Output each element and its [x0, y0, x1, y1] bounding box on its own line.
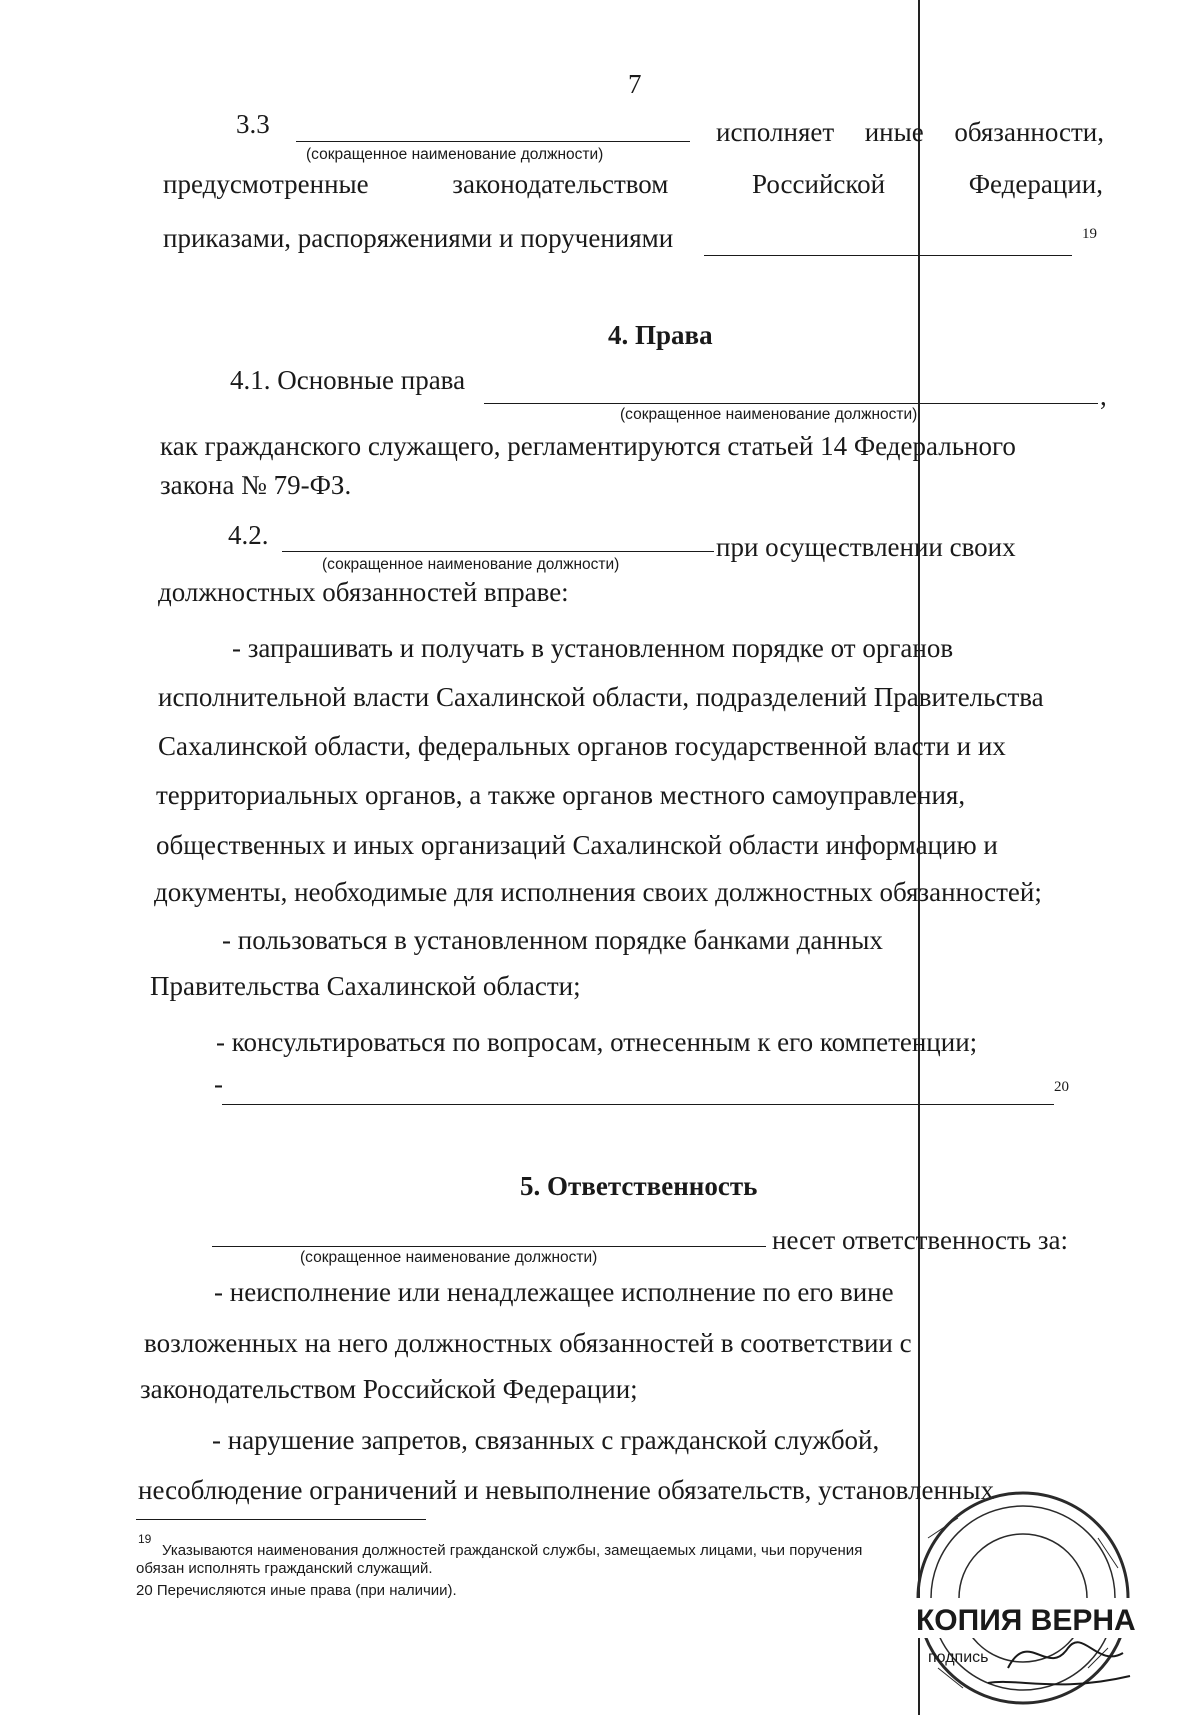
footnote-separator [136, 1519, 426, 1520]
stamp-sub-text: подпись [928, 1649, 989, 1666]
right-databank-line1: - пользоваться в установленном порядке банками данных [222, 925, 883, 955]
position-blank-line [282, 551, 714, 552]
responsibility-b2-line1: - нарушение запретов, связанных с гражданской службой, [212, 1425, 880, 1455]
item-4-2-text: при осуществлении своих [716, 532, 1016, 562]
responsibility-intro: несет ответственность за: [772, 1225, 1069, 1255]
position-caption: (сокращенное наименование должности) [322, 556, 620, 573]
footnote-19-line2: обязан исполнять гражданский служащий. [136, 1560, 433, 1577]
right-request-line4: территориальных органов, а также органов местного самоуправления, [156, 780, 966, 810]
section-5-heading: 5. Ответственность [520, 1171, 758, 1201]
item-4-2-number: 4.2. [228, 520, 269, 550]
item-3-3-number: 3.3 [236, 109, 270, 139]
footnote-19-number: 19 [138, 1532, 152, 1546]
responsibility-b1-line3: законодательством Российской Федерации; [140, 1374, 638, 1404]
page-number: 7 [628, 69, 642, 99]
position-blank-line [484, 403, 1098, 404]
item-4-1-line2: как гражданского служащего, регламентируются статьей 14 Федерального [160, 431, 1016, 461]
item-4-2-line2: должностных обязанностей вправе: [158, 577, 569, 607]
certification-stamp [868, 1478, 1138, 1718]
right-request-line5: общественных и иных организаций Сахалинской области информацию и [156, 830, 998, 860]
item-4-1-line3: закона № 79-ФЗ. [160, 470, 352, 500]
footnote-ref-20: 20 [1054, 1079, 1069, 1095]
handwritten-signature [988, 1642, 1130, 1684]
position-caption: (сокращенное наименование должности) [300, 1249, 598, 1266]
right-request-line2: исполнительной власти Сахалинской области, подразделений Правительства [158, 682, 1044, 712]
footnote-ref-19: 19 [1082, 226, 1097, 242]
position-caption: (сокращенное наименование должности) [620, 406, 918, 423]
item-3-3-line2: предусмотренные законодательством Российской Федерации, [163, 169, 1103, 199]
orders-blank-line [704, 255, 1072, 256]
stamp-main-text: КОПИЯ ВЕРНА [916, 1604, 1136, 1637]
other-rights-blank-line [222, 1104, 1054, 1105]
position-caption: (сокращенное наименование должности) [306, 146, 604, 163]
item-3-3-line3: приказами, распоряжениями и поручениями [163, 223, 674, 253]
right-databank-line2: Правительства Сахалинской области; [150, 971, 581, 1001]
position-blank-line [296, 141, 690, 142]
right-request-line6: документы, необходимые для исполнения своих должностных обязанностей; [154, 877, 1042, 907]
section-4-heading: 4. Права [608, 320, 713, 350]
item-4-1-comma: , [1100, 381, 1107, 411]
item-4-1-start: 4.1. Основные права [230, 365, 466, 395]
responsibility-b1-line1: - неисполнение или ненадлежащее исполнение по его вине [214, 1277, 894, 1307]
right-other-dash: - [214, 1069, 223, 1099]
item-3-3-line1: исполняет иные обязанности, [716, 117, 1104, 147]
footnote-19-line1: Указываются наименования должностей гражданской службы, замещаемых лицами, чьи поручения [162, 1542, 863, 1559]
right-request-line3: Сахалинской области, федеральных органов государственной власти и их [158, 731, 1006, 761]
right-request-line1: - запрашивать и получать в установленном порядке от органов [232, 633, 954, 663]
footnote-20: 20 Перечисляются иные права (при наличии). [136, 1582, 457, 1599]
responsibility-b1-line2: возложенных на него должностных обязанностей в соответствии с [144, 1328, 912, 1358]
position-blank-line [212, 1246, 766, 1247]
responsibility-b2-line2: несоблюдение ограничений и невыполнение обязательств, установленных [138, 1475, 995, 1505]
right-consult-line: - консультироваться по вопросам, отнесенным к его компетенции; [216, 1027, 978, 1057]
